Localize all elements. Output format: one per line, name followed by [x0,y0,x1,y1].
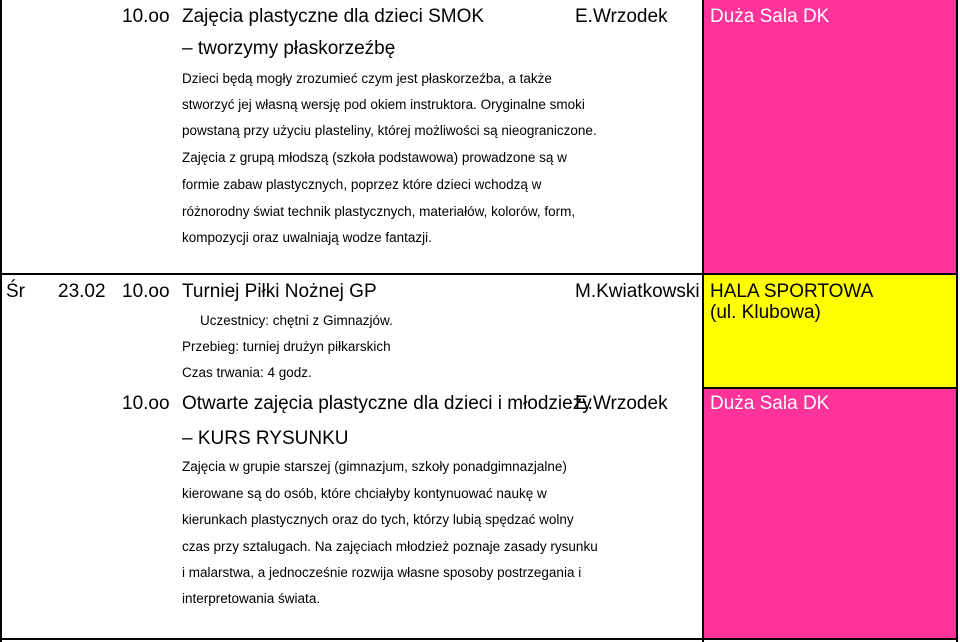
row2-time: 10.oo [122,281,170,302]
grid-line-row2-bottom [702,387,958,389]
row2-day: Śr [6,281,25,302]
row1-time: 10.oo [122,6,170,27]
row3-desc-5: interpretowania świata. [182,591,321,606]
row3-time: 10.oo [122,393,170,414]
row1-place: Duża Sala DK [710,6,830,27]
row1-desc-0: Dzieci będą mogły zrozumieć czym jest płaskorzeźba, a także [182,71,552,86]
row1-place-cell [703,0,956,273]
row1-title-line2: – tworzymy płaskorzeźbę [182,38,396,59]
row2-title: Turniej Piłki Nożnej GP [182,281,377,302]
row1-desc-1: stworzyć jej własną wersję pod okiem instruktora. Oryginalne smoki [182,97,585,112]
row3-title-line1: Otwarte zajęcia plastyczne dla dzieci i młodzieży [182,393,592,414]
row1-desc-4: formie zabaw plastycznych, poprzez które dzieci wchodzą w [182,177,542,192]
row2-desc-1: Przebieg: turniej drużyn piłkarskich [182,339,391,354]
grid-line-col-place [702,0,704,642]
grid-line-bottom [0,638,958,640]
row1-desc-3: Zajęcia z grupą młodszą (szkoła podstawowa) prowadzone są w [182,150,567,165]
grid-line-left [0,0,2,642]
row3-title-line2: – KURS RYSUNKU [182,428,349,449]
row3-desc-0: Zajęcia w grupie starszej (gimnazjum, szkoły ponadgimnazjalne) [182,459,567,474]
row3-desc-4: i malarstwa, a jednocześnie rozwija własne sposoby postrzegania i [182,565,582,580]
row3-desc-1: kierowane są do osób, które chciałyby kontynuować naukę w [182,486,547,501]
row1-desc-2: powstaną przy użyciu plasteliny, której możliwości są nieograniczone. [182,123,597,138]
row1-desc-6: kompozycji oraz uwalniają wodze fantazji. [182,230,432,245]
row2-place-line1: HALA SPORTOWA [710,281,874,302]
row2-date: 23.02 [58,281,106,302]
row3-place-cell [703,389,956,639]
row1-title-line1: Zajęcia plastyczne dla dzieci SMOK [182,6,485,27]
row2-desc-2: Czas trwania: 4 godz. [182,365,312,380]
row1-desc-5: różnorodny świat technik plastycznych, materiałów, kolorów, form, [182,204,576,219]
row2-person: M.Kwiatkowski [575,281,700,302]
row3-place: Duża Sala DK [710,393,830,414]
row1-person: E.Wrzodek [575,6,668,27]
row2-place-line2: (ul. Klubowa) [710,302,821,323]
row3-desc-3: czas przy sztalugach. Na zajęciach młodzież poznaje zasady rysunku [182,539,598,554]
row3-desc-2: kierunkach plastycznych oraz do tych, którzy lubią spędzać wolny [182,512,574,527]
row3-person: E.Wrzodek [575,393,668,414]
grid-line-right [956,0,958,642]
row2-desc-0: Uczestnicy: chętni z Gimnazjów. [200,313,393,328]
grid-line-row1-bottom [0,273,958,275]
